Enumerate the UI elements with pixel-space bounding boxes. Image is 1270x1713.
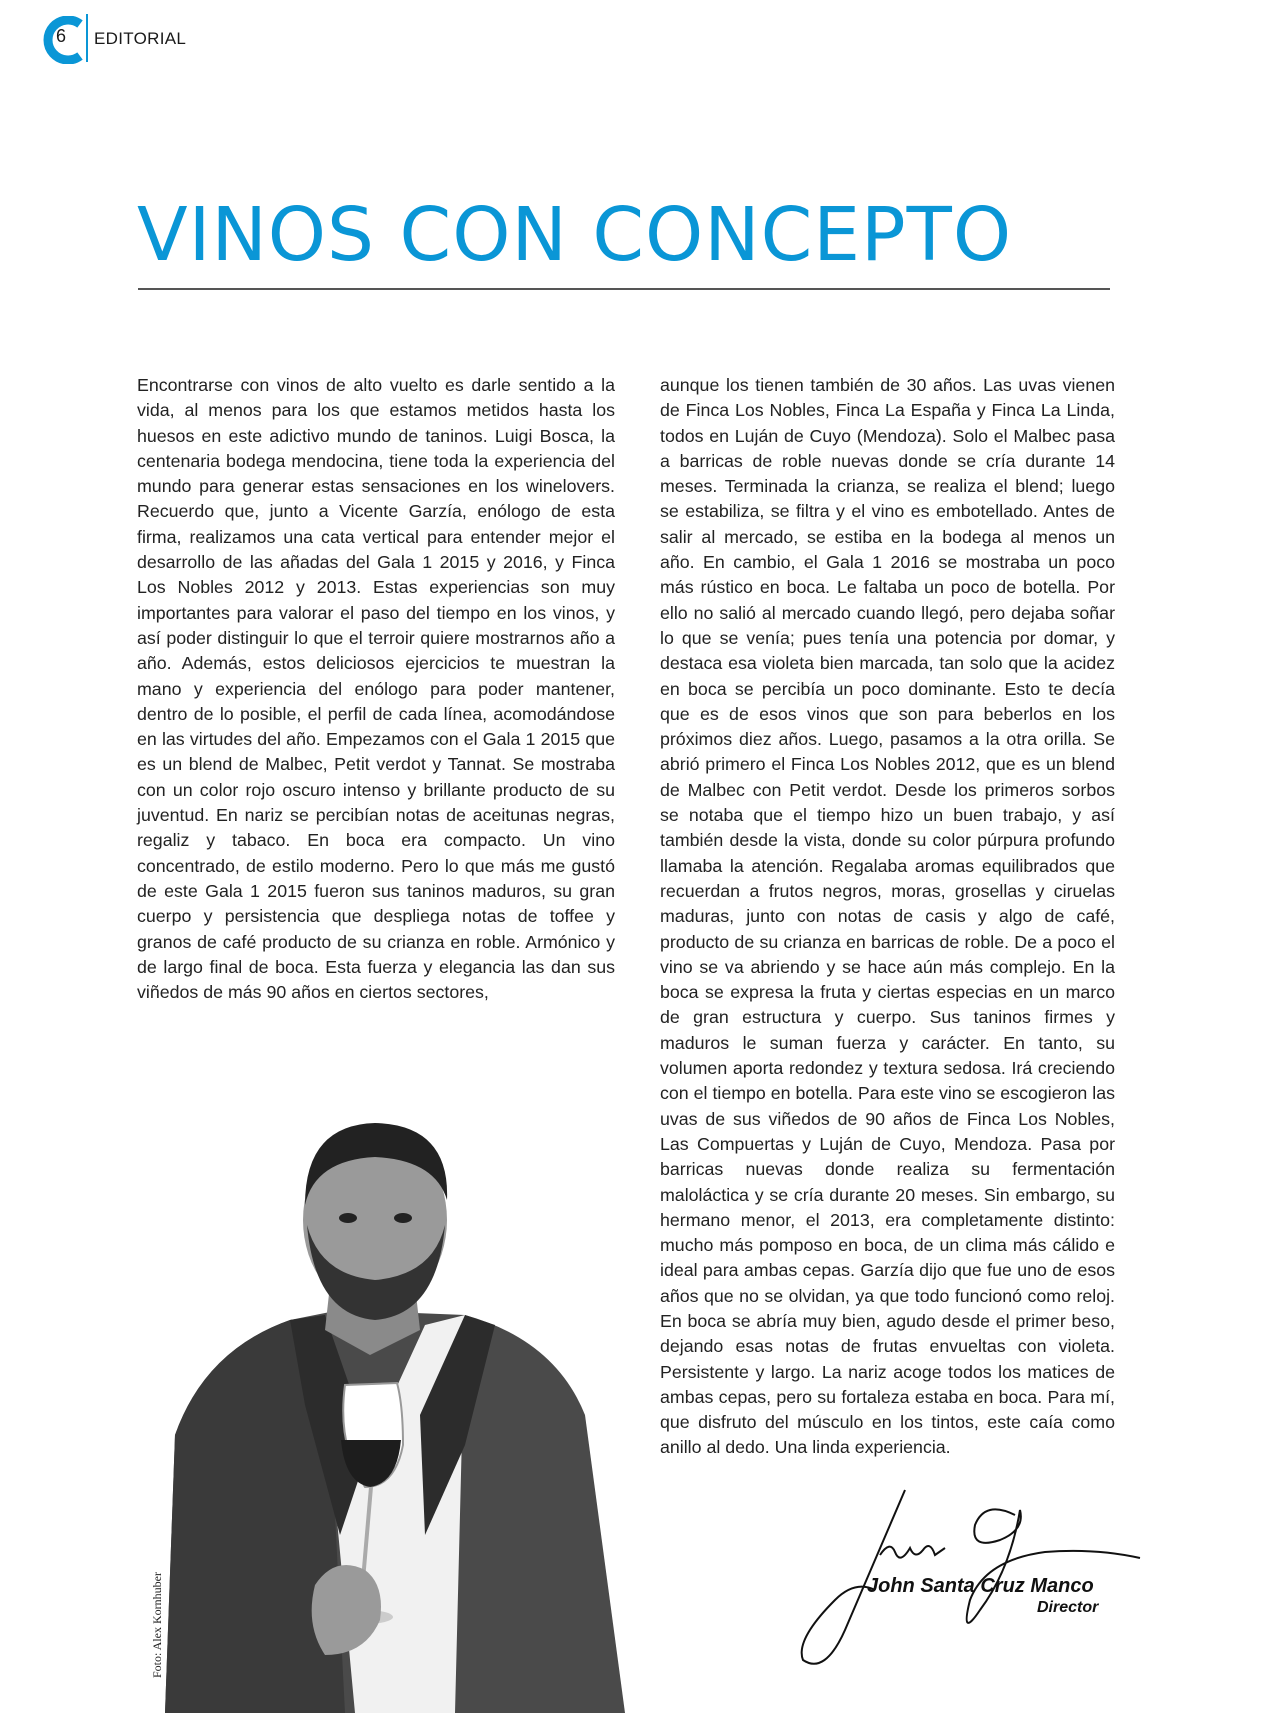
section-label: EDITORIAL xyxy=(94,29,187,48)
article-column-right xyxy=(660,373,1115,1461)
photo-credit: Foto: Alex Kornhuber xyxy=(150,1572,164,1678)
article-title: VINOS CON CONCEPTO xyxy=(137,192,1013,278)
article-column-left xyxy=(137,373,615,1005)
section-divider xyxy=(86,14,88,62)
page-number: 6 xyxy=(56,26,67,46)
signature-name: John Santa Cruz Manco xyxy=(867,1575,1094,1597)
signature-title: Director xyxy=(1037,1599,1099,1616)
author-portrait-photo xyxy=(165,1115,625,1713)
article-text-left: Encontrarse con vinos de alto vuelto es darle sentido a la vida, al menos para los que estamos metidos hasta los huesos en este adictivo mundo de taninos. Luigi Bosca, la centenaria bodega mendocina, tiene toda la experiencia del mundo para generar estas sensaciones en los winelovers. Recuerdo que, junto a Vicente Garzía, enólogo de esta firma, realizamos una cata vertical para entender mejor el desarrollo de las añadas del Gala 1 2015 y 2016, y Finca Los Nobles 2012 y 2013. Estas experiencias son muy importantes para valorar el paso del tiempo en los vinos, y así poder distinguir lo que el terroir quiere mostrarnos año a año. Además, estos deliciosos ejercicios te muestran la mano y experiencia del enólogo para poder mantener, dentro de lo posible, el perfil de cada línea, acomodándose en las virtudes del año. Empezamos con el Gala 1 2015 que es un blend de Malbec, Petit verdot y Tannat. Se mostraba con un color rojo oscuro intenso y brillante producto de su juventud. En nariz se percibían notas de aceitunas negras, regaliz y tabaco. En boca era compacto. Un vino concentrado, de estilo moderno. Pero lo que más me gustó de este Gala 1 2015 fueron sus taninos maduros, su gran cuerpo y persistencia que despliega notas de toffee y granos de café producto de su crianza en roble. Armónico y de largo final de boca. Esta fuerza y elegancia las dan sus viñedos de más 90 años en ciertos sectores, xyxy=(137,375,615,1003)
article-text-right: aunque los tienen también de 30 años. Las uvas vienen de Finca Los Nobles, Finca La España y Finca La Linda, todos en Luján de Cuyo (Mendoza). Solo el Malbec pasa a barricas de roble nuevas donde se cría durante 14 meses. Terminada la crianza, se realiza el blend; luego se estabiliza, se filtra y el vino es embotellado. Antes de salir al mercado, se estiba en la bodega al menos un año. En cambio, el Gala 1 2016 se mostraba un poco más rústico en boca. Le faltaba un poco de botella. Por ello no salió al mercado cuando llegó, pero dejaba soñar lo que se venía; pues tenía una potencia por domar, y destaca esa violeta bien marcada, tan solo que la acidez en boca se percibía un poco dominante. Esto te decía que es de esos vinos que son para beberlos en los próximos diez años. Luego, pasamos a la otra orilla. Se abrió primero el Finca Los Nobles 2012, que es un blend de Malbec con Petit verdot. Desde los primeros sorbos se notaba que el tiempo hizo un buen trabajo, y así también desde la vista, donde su color púrpura profundo llamaba la atención. Regalaba aromas equilibrados que recuerdan a frutos negros, moras, grosellas y ciruelas maduras, junto con notas de casis y algo de café, producto de su crianza en barricas de roble. De a poco el vino se va abriendo y se hace aún más complejo. En la boca se expresa la fruta y ciertas especias en un marco de gran estructura y cuerpo. Sus taninos firmes y maduros le suman fuerza y carácter. En tanto, su volumen aporta redondez y textura sedosa. Irá creciendo con el tiempo en botella. Para este vino se escogieron las uvas de sus viñedos de 90 años de Finca Los Nobles, Las Compuertas y Luján de Cuyo, Mendoza. Pasa por barricas nuevas donde realiza su fermentación maloláctica y se cría durante 20 meses. Sin embargo, su hermano menor, el 2013, era completamente distinto: mucho más pomposo en boca, de un clima más cálido e ideal para ambas cepas. Garzía dijo que fue uno de esos años que no se olvidan, ya que todo funcionó como reloj. En boca se abría muy bien, agudo desde el primer beso, dejando esas notas de frutas envueltas con violeta. Persistente y largo. La nariz acoge todos los matices de ambas cepas, pero su fortaleza estaba en boca. Para mí, que disfruto del músculo en los tintos, este caía como anillo al dedo. Una linda experiencia. xyxy=(660,375,1115,1458)
title-rule xyxy=(138,288,1110,290)
